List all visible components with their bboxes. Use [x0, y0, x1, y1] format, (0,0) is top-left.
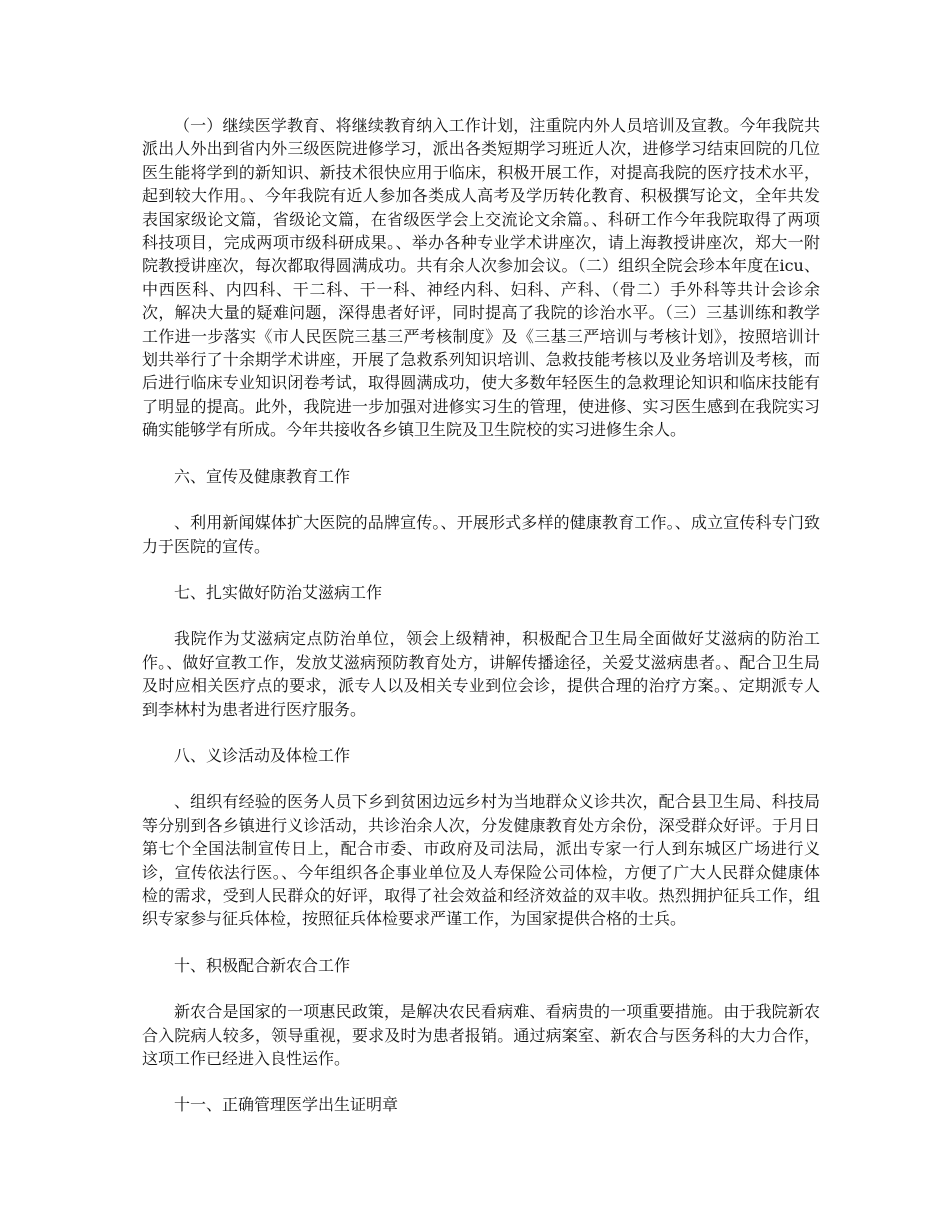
paragraph-publicity: 、利用新闻媒体扩大医院的品牌宣传。、开展形式多样的健康教育工作。、成立宣传科专门致力于医院的宣传。	[142, 513, 820, 556]
paragraph-spacer	[142, 604, 820, 627]
section-heading-rural-cooperative: 十、积极配合新农合工作	[174, 955, 351, 975]
paragraph-spacer	[142, 977, 820, 1000]
paragraph-spacer	[142, 488, 820, 511]
paragraph-spacer	[142, 931, 820, 954]
paragraph-aids-prevention: 我院作为艾滋病定点防治单位，领会上级精神，积极配合卫生局全面做好艾滋病的防治工作。、做好宣教工作，发放艾滋病预防教育处方，讲解传播途径，关爱艾滋病患者。、配合卫生局及时应相关医疗点的要求，派专人以及相关专业到位会诊，提供合理的治疗方案。、定期派专人到李林村为患者进行医疗服务。	[142, 629, 820, 719]
paragraph-free-clinic: 、组织有经验的医务人员下乡到贫困边远乡村为当地群众义诊共次，配合县卫生局、科技局等分别到各乡镇进行义诊活动，共诊治余人次，分发健康教育处方余份，深受群众好评。于月日第七个全国法制宣传日上，配合市委、市政府及司法局，派出专家一行人到东城区广场进行义诊，宣传依法行医。、今年组织各企事业单位及人寿保险公司体检，方便了广大人民群众健康体检的需求，受到人民群众的好评，取得了社会效益和经济效益的双丰收。热烈拥护征兵工作，组织专家参与征兵体检，按照征兵体检要求严谨工作，为国家提供合格的士兵。	[142, 792, 820, 929]
section-heading-birth-certificate: 十一、正确管理医学出生证明章	[174, 1095, 399, 1115]
paragraph-spacer	[142, 442, 820, 465]
paragraph-spacer	[142, 558, 820, 581]
paragraph-rural-cooperative: 新农合是国家的一项惠民政策，是解决农民看病难、看病贵的一项重要措施。由于我院新农合入院病人较多，领导重视，要求及时为患者报销。通过病案室、新农合与医务科的大力合作，这项工作已经进入良性运作。	[142, 1002, 820, 1068]
section-heading-aids-prevention: 七、扎实做好防治艾滋病工作	[174, 582, 383, 602]
paragraph-spacer	[142, 1070, 820, 1093]
document-body	[142, 114, 820, 1117]
paragraph-continuing-education: （一）继续医学教育、将继续教育纳入工作计划，注重院内外人员培训及宣教。今年我院共派出人外出到省内外三级医院进修学习，派出各类短期学习班近人次，进修学习结束回院的几位医生能将学到的新知识、新技术很快应用于临床，积极开展工作，对提高我院的医疗技术水平，起到较大作用。、今年我院有近人参加各类成人高考及学历转化教育、积极撰写论文，全年共发表国家级论文篇，省级论文篇，在省级医学会上交流论文余篇。、科研工作今年我院取得了两项科技项目，完成两项市级科研成果。、举办各种专业学术讲座次，请上海教授讲座次，郑大一附院教授讲座次，每次都取得圆满成功。共有余人次参加会议。（二）组织全院会珍本年度在icu、中西医科、内四科、干二科、干一科、神经内科、妇科、产科、（骨二）手外科等共计会诊余次，解决大量的疑难问题，深得患者好评，同时提高了我院的诊治水平。（三）三基训练和教学工作进一步落实《市人民医院三基三严考核制度》及《三基三严培训与考核计划》，按照培训计划共举行了十余期学术讲座，开展了急救系列知识培训、急救技能考核以及业务培训及考核，而后进行临床专业知识闭卷考试，取得圆满成功，使大多数年轻医生的急救理论知识和临床技能有了明显的提高。此外，我院进一步加强对进修实习生的管理，使进修、实习医生感到在我院实习确实能够学有所成。今年共接收各乡镇卫生院及卫生院校的实习进修生余人。	[142, 116, 820, 440]
section-heading-publicity: 六、宣传及健康教育工作	[174, 466, 351, 486]
section-heading-free-clinic: 八、义诊活动及体检工作	[174, 745, 351, 765]
paragraph-spacer	[142, 767, 820, 790]
paragraph-spacer	[142, 721, 820, 744]
